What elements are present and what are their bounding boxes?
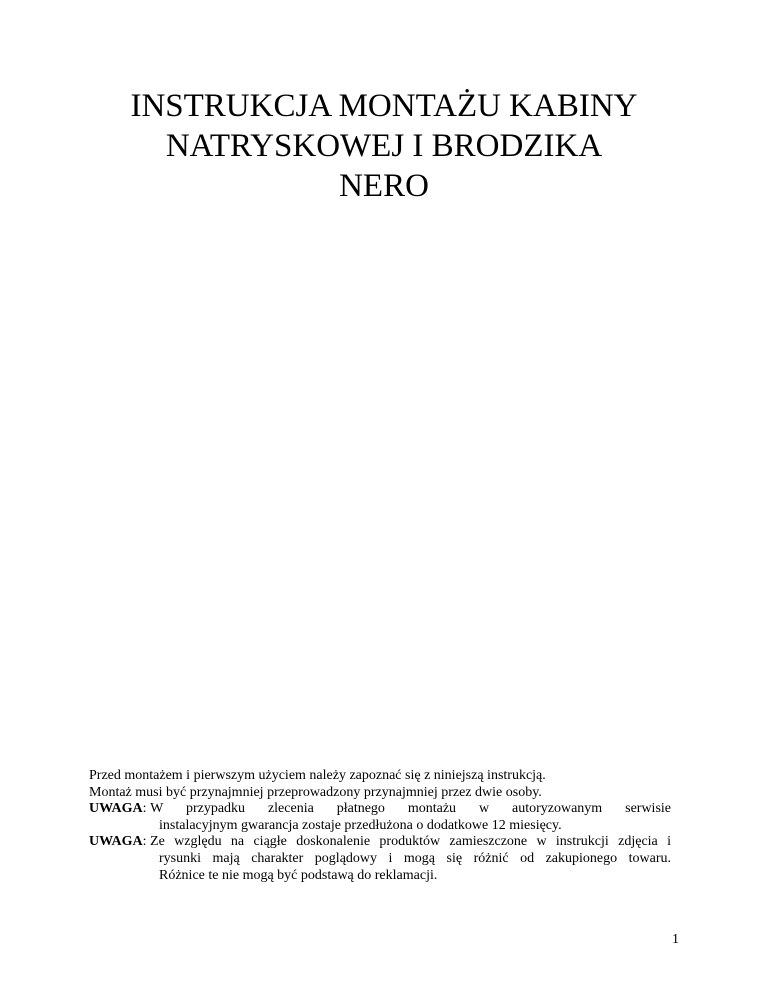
document-title [0, 86, 768, 206]
warning-colon: : [142, 801, 151, 817]
title-line: NATRYSKOWEJ I BRODZIKA [165, 128, 603, 164]
note-line: Przed montażem i pierwszym użyciem należy zapoznać się z niniejszą instrukcją. [89, 768, 546, 783]
page-number: 1 [672, 932, 679, 947]
title-line: NERO [339, 168, 429, 204]
note-line: Montaż musi być przynajmniej przeprowadzony przynajmniej przez dwie osoby. [89, 784, 542, 800]
warning-text: W przypadku zlecenia płatnego montażu w autoryzowanym serwisie [150, 801, 671, 817]
warning-text: rysunki mają charakter poglądowy i mogą się różnić od zakupionego towaru. [159, 850, 671, 866]
warning-label: UWAGA [89, 801, 143, 817]
warning-colon: : [142, 834, 151, 850]
warning-note [89, 801, 671, 834]
notes-section [89, 768, 671, 884]
title-line: INSTRUKCJA MONTAŻU KABINY [130, 88, 638, 124]
warning-text: Różnice te nie mogą być podstawą do reklamacji. [159, 867, 438, 883]
warning-text: Ze względu na ciągłe doskonalenie produktów zamieszczone w instrukcji zdjęcia i [150, 834, 671, 850]
warning-text: instalacyjnym gwarancja zostaje przedłużona o dodatkowe 12 miesięcy. [159, 817, 562, 833]
warning-note [89, 834, 671, 884]
warning-label: UWAGA [89, 834, 143, 850]
